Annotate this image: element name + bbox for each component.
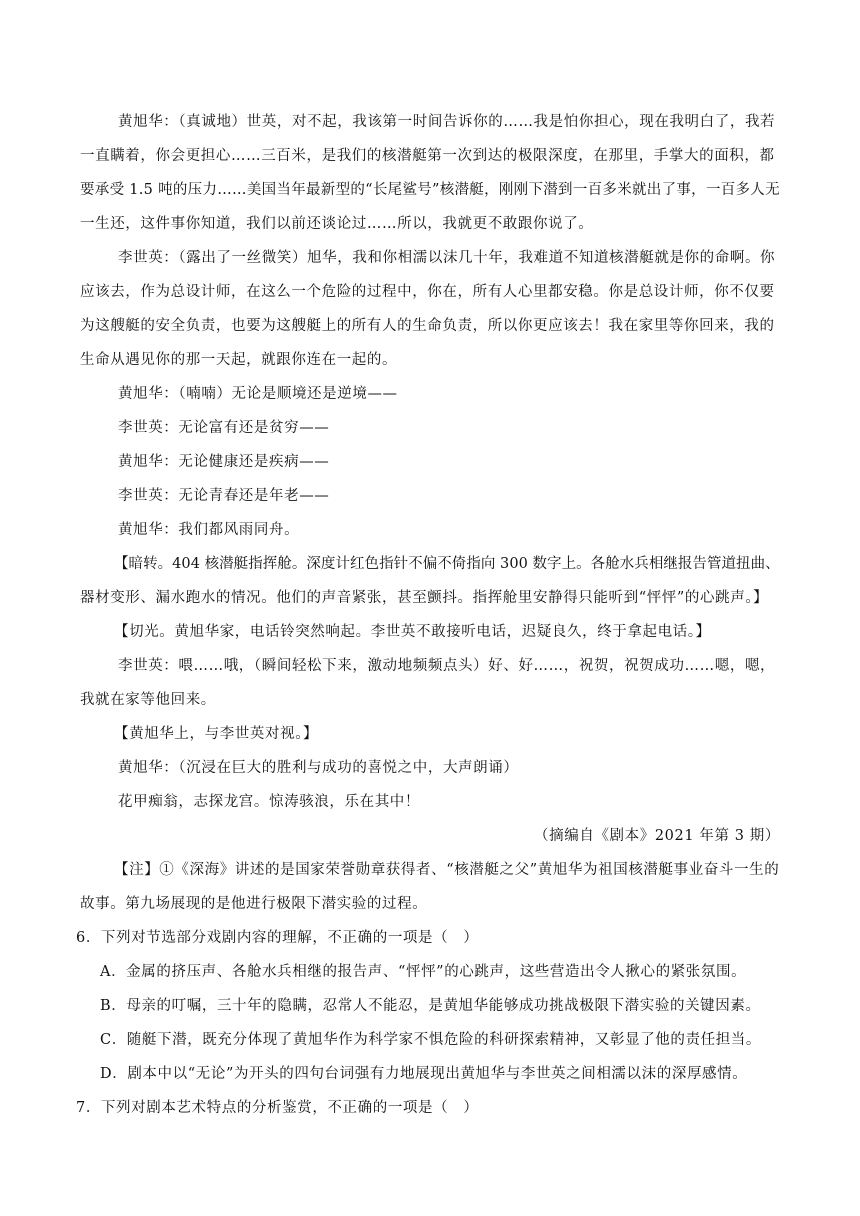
option-d: D．剧本中以“无论”为开头的四句台词强有力地展现出黄旭华与李世英之间相濡以沫的深厚感情。 [100,1066,748,1082]
text-line: 器材变形、漏水跑水的情况。他们的声音紧张，甚至颤抖。指挥舱里安静得只能听到“怦怦”的心跳声。】 [80,590,769,606]
text-line: 【黄旭华上，与李世英对视。】 [114,726,319,742]
text-line: 李世英：喂……哦，（瞬间轻松下来，激动地频频点头）好、好……，祝贺，祝贺成功……嗯，嗯， [118,658,776,674]
question-6: 6．下列对节选部分戏剧内容的理解，不正确的一项是（ ） [76,930,479,946]
text-line: 一生还，这件事你知道，我们以前还谈论过……所以，我就更不敢跟你说了。 [80,216,594,232]
text-line: 一直瞒着，你会更担心……三百米，是我们的核潜艇第一次到达的极限深度，在那里，手掌大的面积，都 [80,148,775,164]
option-a: A．金属的挤压声、各舱水兵相继的报告声、“怦怦”的心跳声，这些营造出令人揪心的紧张氛围。 [100,964,747,980]
option-c: C．随艇下潜，既充分体现了黄旭华作为科学家不惧危险的科研探索精神，又彰显了他的责任担当。 [100,1032,761,1048]
text-line: 李世英：无论青春还是年老—— [118,488,330,504]
text-line: 李世英：无论富有还是贫穷—— [118,420,330,436]
text-line: 黄旭华：我们都风雨同舟。 [118,522,300,538]
text-line: 黄旭华：（喃喃）无论是顺境还是逆境—— [118,386,398,402]
source-citation: （摘编自《剧本》2021 年第 3 期） [534,828,780,844]
text-line: 黄旭华：无论健康还是疾病—— [118,454,330,470]
note-line: 【注】①《深海》讲述的是国家荣誉勋章获得者、“核潜艇之父”黄旭华为祖国核潜艇事业奋斗一生的 [114,862,780,878]
text-line: 花甲痴翁，志探龙宫。惊涛骇浪，乐在其中！ [118,794,420,810]
text-line: 要承受 1.5 吨的压力……美国当年最新型的“长尾鲨号”核潜艇，刚刚下潜到一百多米就出了事，一百多人无 [80,182,780,198]
question-7: 7．下列对剧本艺术特点的分析鉴赏，不正确的一项是（ ） [76,1100,479,1116]
text-line: 生命从遇见你的那一天起，就跟你连在一起的。 [80,352,398,368]
option-b: B．母亲的叮嘱，三十年的隐瞒，忍常人不能忍，是黄旭华能够成功挑战极限下潜实验的关键因素。 [100,998,761,1014]
note-line: 故事。第九场展现的是他进行极限下潜实验的过程。 [80,896,428,912]
text-line: 【切光。黄旭华家，电话铃突然响起。李世英不敢接听电话，迟疑良久，终于拿起电话。】 [114,624,711,640]
text-line: 黄旭华：（沉浸在巨大的胜利与成功的喜悦之中，大声朗诵） [118,760,519,776]
text-line: 李世英：（露出了一丝微笑）旭华，我和你相濡以沫几十年，我难道不知道核潜艇就是你的命啊。你 [118,250,776,266]
text-line: 我就在家等他回来。 [80,692,216,708]
text-line: 应该去，作为总设计师，在这么一个危险的过程中，你在，所有人心里都安稳。你是总设计师，你不仅要 [80,284,775,300]
text-line: 【暗转。404 核潜艇指挥舱。深度计红色指针不偏不倚指向 300 数字上。各舱水兵相继报告管道扭曲、 [114,556,780,572]
text-line: 为这艘艇的安全负责，也要为这艘艇上的所有人的生命负责，所以你更应该去！我在家里等你回来，我的 [80,318,775,334]
text-line: 黄旭华：（真诚地）世英，对不起，我该第一时间告诉你的……我是怕你担心，现在我明白了，我若 [118,114,776,130]
